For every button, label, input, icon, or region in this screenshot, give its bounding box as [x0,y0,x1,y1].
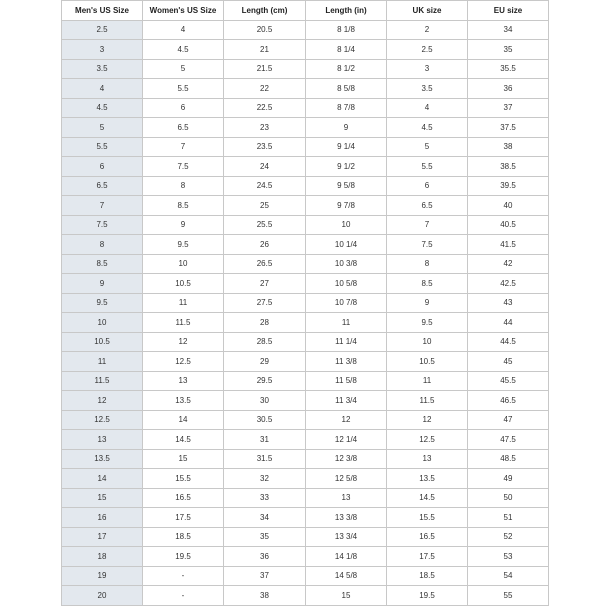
cell-length-cm: 21 [224,40,306,60]
cell-length-cm: 30.5 [224,410,306,430]
table-row [62,410,549,430]
cell-length-cm: 27.5 [224,293,306,313]
cell-length-cm: 24.5 [224,176,306,196]
cell-mens-us-size: 14 [62,469,143,489]
cell-womens-us-size: 9.5 [143,235,224,255]
cell-mens-us-size: 8.5 [62,254,143,274]
cell-length-in: 13 3/4 [306,527,387,547]
cell-eu-size: 52 [468,527,549,547]
cell-womens-us-size: 12 [143,332,224,352]
cell-uk-size: 10.5 [387,352,468,372]
cell-length-in: 11 5/8 [306,371,387,391]
cell-eu-size: 43 [468,293,549,313]
cell-womens-us-size: 13 [143,371,224,391]
cell-womens-us-size: 4 [143,20,224,40]
header-row [62,1,549,21]
table-row [62,137,549,157]
cell-length-cm: 23.5 [224,137,306,157]
cell-womens-us-size: - [143,586,224,606]
table-row [62,371,549,391]
table-row [62,59,549,79]
shoe-size-chart-table [61,0,549,606]
table-row [62,488,549,508]
table-row [62,352,549,372]
cell-mens-us-size: 17 [62,527,143,547]
cell-uk-size: 8.5 [387,274,468,294]
cell-length-in: 9 5/8 [306,176,387,196]
cell-uk-size: 11.5 [387,391,468,411]
cell-length-in: 8 1/2 [306,59,387,79]
cell-uk-size: 3 [387,59,468,79]
cell-eu-size: 45 [468,352,549,372]
cell-uk-size: 12 [387,410,468,430]
cell-length-in: 14 5/8 [306,566,387,586]
cell-womens-us-size: 9 [143,215,224,235]
cell-mens-us-size: 3.5 [62,59,143,79]
cell-uk-size: 8 [387,254,468,274]
cell-womens-us-size: 6 [143,98,224,118]
table-row [62,176,549,196]
cell-uk-size: 4 [387,98,468,118]
cell-eu-size: 48.5 [468,449,549,469]
cell-mens-us-size: 7.5 [62,215,143,235]
cell-uk-size: 17.5 [387,547,468,567]
cell-eu-size: 42 [468,254,549,274]
cell-length-cm: 24 [224,157,306,177]
cell-mens-us-size: 11 [62,352,143,372]
table-row [62,118,549,138]
table-row [62,469,549,489]
cell-womens-us-size: 8 [143,176,224,196]
cell-uk-size: 11 [387,371,468,391]
header-eu-size: EU size [468,1,549,21]
cell-mens-us-size: 13 [62,430,143,450]
cell-length-cm: 25 [224,196,306,216]
table-row [62,508,549,528]
cell-uk-size: 6 [387,176,468,196]
cell-mens-us-size: 9 [62,274,143,294]
cell-mens-us-size: 4.5 [62,98,143,118]
cell-eu-size: 39.5 [468,176,549,196]
cell-eu-size: 44.5 [468,332,549,352]
table-row [62,313,549,333]
cell-eu-size: 49 [468,469,549,489]
header-uk-size: UK size [387,1,468,21]
cell-length-in: 8 5/8 [306,79,387,99]
cell-mens-us-size: 6.5 [62,176,143,196]
table-row [62,79,549,99]
cell-uk-size: 5.5 [387,157,468,177]
cell-length-in: 12 [306,410,387,430]
cell-uk-size: 14.5 [387,488,468,508]
table-row [62,98,549,118]
cell-length-in: 10 3/8 [306,254,387,274]
cell-mens-us-size: 18 [62,547,143,567]
cell-mens-us-size: 10 [62,313,143,333]
cell-eu-size: 45.5 [468,371,549,391]
cell-length-in: 11 [306,313,387,333]
cell-womens-us-size: 11 [143,293,224,313]
table-row [62,586,549,606]
cell-length-cm: 31.5 [224,449,306,469]
cell-eu-size: 40 [468,196,549,216]
cell-length-in: 12 5/8 [306,469,387,489]
cell-uk-size: 13.5 [387,469,468,489]
cell-length-in: 9 7/8 [306,196,387,216]
cell-length-cm: 36 [224,547,306,567]
table-row [62,332,549,352]
cell-length-cm: 26.5 [224,254,306,274]
cell-womens-us-size: 7.5 [143,157,224,177]
table-row [62,391,549,411]
cell-mens-us-size: 13.5 [62,449,143,469]
cell-eu-size: 38 [468,137,549,157]
cell-uk-size: 9 [387,293,468,313]
cell-womens-us-size: - [143,566,224,586]
cell-womens-us-size: 18.5 [143,527,224,547]
table-row [62,293,549,313]
cell-eu-size: 47 [468,410,549,430]
cell-length-in: 11 3/4 [306,391,387,411]
cell-womens-us-size: 5 [143,59,224,79]
cell-womens-us-size: 15.5 [143,469,224,489]
cell-eu-size: 35 [468,40,549,60]
cell-eu-size: 42.5 [468,274,549,294]
cell-length-cm: 38 [224,586,306,606]
cell-eu-size: 51 [468,508,549,528]
cell-mens-us-size: 15 [62,488,143,508]
cell-mens-us-size: 6 [62,157,143,177]
cell-uk-size: 12.5 [387,430,468,450]
cell-mens-us-size: 4 [62,79,143,99]
cell-eu-size: 34 [468,20,549,40]
cell-length-cm: 35 [224,527,306,547]
table-row [62,449,549,469]
cell-length-in: 13 3/8 [306,508,387,528]
cell-length-in: 8 7/8 [306,98,387,118]
cell-womens-us-size: 19.5 [143,547,224,567]
cell-length-cm: 30 [224,391,306,411]
cell-length-in: 8 1/4 [306,40,387,60]
cell-length-cm: 29.5 [224,371,306,391]
cell-uk-size: 6.5 [387,196,468,216]
cell-mens-us-size: 16 [62,508,143,528]
table-row [62,20,549,40]
table-row [62,235,549,255]
cell-womens-us-size: 11.5 [143,313,224,333]
cell-eu-size: 50 [468,488,549,508]
cell-womens-us-size: 6.5 [143,118,224,138]
cell-length-cm: 22 [224,79,306,99]
cell-length-cm: 34 [224,508,306,528]
cell-length-cm: 21.5 [224,59,306,79]
header-length-in: Length (in) [306,1,387,21]
cell-eu-size: 46.5 [468,391,549,411]
cell-length-in: 9 1/4 [306,137,387,157]
cell-uk-size: 4.5 [387,118,468,138]
table-row [62,527,549,547]
cell-womens-us-size: 16.5 [143,488,224,508]
cell-womens-us-size: 15 [143,449,224,469]
cell-womens-us-size: 5.5 [143,79,224,99]
cell-womens-us-size: 14 [143,410,224,430]
cell-length-cm: 20.5 [224,20,306,40]
cell-eu-size: 38.5 [468,157,549,177]
cell-length-in: 14 1/8 [306,547,387,567]
cell-mens-us-size: 12 [62,391,143,411]
table-row [62,274,549,294]
cell-mens-us-size: 3 [62,40,143,60]
cell-eu-size: 54 [468,566,549,586]
cell-mens-us-size: 5.5 [62,137,143,157]
cell-length-in: 8 1/8 [306,20,387,40]
cell-length-cm: 27 [224,274,306,294]
cell-length-cm: 28 [224,313,306,333]
cell-uk-size: 2.5 [387,40,468,60]
cell-length-cm: 31 [224,430,306,450]
cell-length-cm: 32 [224,469,306,489]
cell-mens-us-size: 19 [62,566,143,586]
cell-length-in: 11 1/4 [306,332,387,352]
cell-uk-size: 18.5 [387,566,468,586]
cell-eu-size: 41.5 [468,235,549,255]
cell-womens-us-size: 10.5 [143,274,224,294]
cell-length-cm: 28.5 [224,332,306,352]
cell-uk-size: 3.5 [387,79,468,99]
cell-uk-size: 16.5 [387,527,468,547]
cell-uk-size: 15.5 [387,508,468,528]
cell-length-in: 10 7/8 [306,293,387,313]
cell-length-cm: 37 [224,566,306,586]
cell-uk-size: 9.5 [387,313,468,333]
header-womens-us-size: Women's US Size [143,1,224,21]
cell-eu-size: 47.5 [468,430,549,450]
cell-eu-size: 55 [468,586,549,606]
cell-length-cm: 23 [224,118,306,138]
cell-length-in: 11 3/8 [306,352,387,372]
table-row [62,157,549,177]
cell-mens-us-size: 9.5 [62,293,143,313]
cell-womens-us-size: 10 [143,254,224,274]
cell-mens-us-size: 8 [62,235,143,255]
cell-womens-us-size: 13.5 [143,391,224,411]
cell-womens-us-size: 8.5 [143,196,224,216]
cell-length-in: 15 [306,586,387,606]
table-row [62,196,549,216]
cell-length-in: 13 [306,488,387,508]
cell-uk-size: 7 [387,215,468,235]
cell-length-in: 10 1/4 [306,235,387,255]
cell-womens-us-size: 17.5 [143,508,224,528]
cell-womens-us-size: 7 [143,137,224,157]
cell-mens-us-size: 20 [62,586,143,606]
cell-uk-size: 5 [387,137,468,157]
cell-eu-size: 37.5 [468,118,549,138]
cell-length-in: 10 5/8 [306,274,387,294]
cell-eu-size: 53 [468,547,549,567]
table-row [62,254,549,274]
cell-uk-size: 19.5 [387,586,468,606]
cell-womens-us-size: 12.5 [143,352,224,372]
cell-length-in: 9 [306,118,387,138]
cell-mens-us-size: 12.5 [62,410,143,430]
cell-uk-size: 2 [387,20,468,40]
cell-womens-us-size: 4.5 [143,40,224,60]
table-row [62,215,549,235]
cell-mens-us-size: 7 [62,196,143,216]
header-mens-us-size: Men's US Size [62,1,143,21]
table-row [62,430,549,450]
table-row [62,566,549,586]
cell-eu-size: 35.5 [468,59,549,79]
cell-uk-size: 13 [387,449,468,469]
cell-length-cm: 26 [224,235,306,255]
cell-length-in: 9 1/2 [306,157,387,177]
cell-mens-us-size: 5 [62,118,143,138]
cell-uk-size: 10 [387,332,468,352]
table-row [62,40,549,60]
cell-uk-size: 7.5 [387,235,468,255]
cell-length-cm: 33 [224,488,306,508]
header-length-cm: Length (cm) [224,1,306,21]
cell-length-cm: 22.5 [224,98,306,118]
table-row [62,547,549,567]
cell-length-in: 12 3/8 [306,449,387,469]
cell-womens-us-size: 14.5 [143,430,224,450]
table-header [62,1,549,21]
cell-mens-us-size: 10.5 [62,332,143,352]
table-body [62,20,549,605]
cell-eu-size: 37 [468,98,549,118]
cell-eu-size: 36 [468,79,549,99]
cell-length-cm: 29 [224,352,306,372]
cell-eu-size: 44 [468,313,549,333]
cell-mens-us-size: 11.5 [62,371,143,391]
cell-length-in: 12 1/4 [306,430,387,450]
cell-mens-us-size: 2.5 [62,20,143,40]
cell-length-cm: 25.5 [224,215,306,235]
cell-length-in: 10 [306,215,387,235]
cell-eu-size: 40.5 [468,215,549,235]
